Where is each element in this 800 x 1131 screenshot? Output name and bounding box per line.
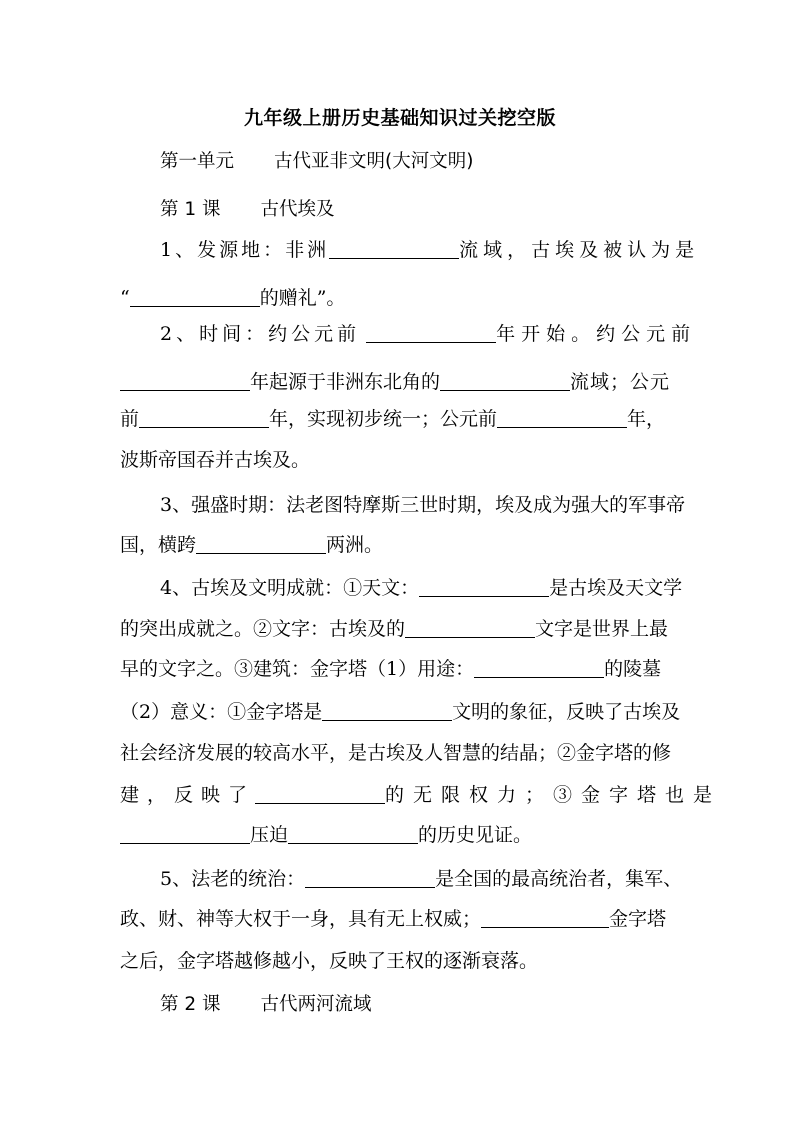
fill-blank[interactable] xyxy=(440,370,570,391)
lesson-1-label: 第 1 课 xyxy=(160,199,221,220)
p2-line-3: 前 年，实现初步统一；公元前 年， xyxy=(120,408,666,430)
lesson-1-heading xyxy=(160,195,335,225)
fill-blank[interactable] xyxy=(120,823,250,844)
fill-blank[interactable] xyxy=(366,322,496,343)
p4-line-4: （2）意义：①金字塔是 文明的象征，反映了古埃及 xyxy=(120,701,681,723)
fill-blank[interactable] xyxy=(196,533,326,554)
fill-blank[interactable] xyxy=(481,907,609,928)
fill-blank[interactable] xyxy=(130,286,260,307)
fill-blank[interactable] xyxy=(329,238,459,259)
p4-line-5: 社会经济发展的较高水平，是古埃及人智慧的结晶；②金字塔的修 xyxy=(120,742,672,764)
page-title: 九年级上册历史基础知识过关挖空版 xyxy=(243,107,556,129)
p3-line-2: 国，横跨 两洲。 xyxy=(120,534,384,556)
p4-line-2: 的突出成就之。②文字：古埃及的 文字是世界上最 xyxy=(120,618,669,640)
fill-blank[interactable] xyxy=(322,700,452,721)
fill-blank[interactable] xyxy=(288,823,418,844)
p3-line-1: 3、强盛时期：法老图特摩斯三世时期，埃及成为强大的军事帝 xyxy=(160,494,686,516)
p2-line-1: 2、时间：约公元前 年开始。约公元前 xyxy=(160,323,697,345)
fill-blank[interactable] xyxy=(497,407,627,428)
p4-line-3: 早的文字之。③建筑：金字塔（1）用途： 的陵墓 xyxy=(120,658,662,680)
p4-line-7: 压迫 的历史见证。 xyxy=(120,820,532,850)
fill-blank[interactable] xyxy=(255,783,385,804)
p5-line-2: 政、财、神等大权于一身，具有无上权威； 金字塔 xyxy=(120,908,667,930)
lesson-2-name: 古代两河流域 xyxy=(260,994,372,1015)
unit-name: 古代亚非文明(大河文明) xyxy=(274,151,474,172)
p5-line-3: 之后，金字塔越修越小，反映了王权的逐渐衰落。 xyxy=(120,950,539,972)
fill-blank[interactable] xyxy=(405,617,535,638)
fill-blank[interactable] xyxy=(305,867,435,888)
fill-blank[interactable] xyxy=(139,407,269,428)
lesson-2-heading xyxy=(160,990,372,1020)
p4-line-6: 建，反映了 的无限权力；③金字塔也是 xyxy=(120,784,722,806)
fill-blank[interactable] xyxy=(419,576,549,597)
unit-heading xyxy=(160,147,473,177)
p5-line-1: 5、法老的统治： 是全国的最高统治者，集军、 xyxy=(160,868,683,890)
p4-line-1: 4、古埃及文明成就：①天文： 是古埃及天文学 xyxy=(160,577,683,599)
p2-line-2: 年起源于非洲东北角的 流域；公元 xyxy=(120,367,670,397)
p2-line-4: 波斯帝国吞并古埃及。 xyxy=(120,449,311,471)
p1-line-2: “ 的赠礼”。 xyxy=(120,287,346,309)
p1-line-1: 1、发源地：非洲 流域，古埃及被认为是 xyxy=(160,239,700,261)
lesson-1-name: 古代埃及 xyxy=(260,199,335,220)
fill-blank[interactable] xyxy=(120,370,250,391)
fill-blank[interactable] xyxy=(474,657,604,678)
lesson-2-label: 第 2 课 xyxy=(160,994,221,1015)
unit-label: 第一单元 xyxy=(160,151,235,172)
